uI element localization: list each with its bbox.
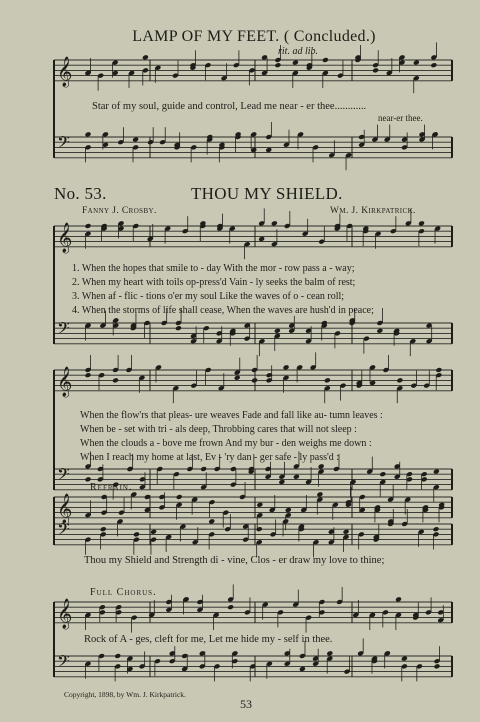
note-head: [318, 463, 325, 469]
note-head: [433, 469, 440, 475]
tempo-mark: rit. ad lib.: [278, 46, 319, 57]
echo-lyric: near-er thee.: [378, 113, 423, 123]
refrain-label: Refrain.: [90, 482, 133, 493]
treble-clef: 𝄞: [57, 599, 73, 629]
verse-line-5: When the flow'rs that pleas- ure weaves Fade and fall like au- tumn leaves :: [80, 410, 383, 421]
note-head: [418, 220, 425, 226]
note-head: [413, 60, 420, 66]
refrain-lyric: Thou my Shield and Strength di - vine, Clos - er draw my love to thine;: [84, 555, 385, 566]
note-head: [433, 526, 440, 532]
note-head: [283, 364, 290, 370]
verse-line-6: When be - set with tri - als deep, Throbbing cares that will not sleep :: [80, 424, 357, 435]
note-head: [274, 328, 281, 334]
bass-clef: 𝄢: [57, 132, 70, 156]
top-lyric: Star of my soul, guide and control, Lead me near - er thee............: [92, 101, 367, 112]
note-head: [85, 131, 92, 137]
note-head: [278, 479, 285, 485]
verse-line-4: 4. When the storms of life shall cease, When the waves are hush'd in peace;: [72, 305, 374, 316]
note-head: [376, 328, 383, 334]
note-head: [316, 491, 323, 497]
bass-clef: 𝄢: [57, 519, 70, 543]
note-head: [292, 60, 299, 66]
note-head: [326, 650, 333, 656]
copyright-notice: Copyright, 1898, by Wm. J. Kirkpatrick.: [64, 690, 186, 699]
chorus-lyric: Rock of A - ges, cleft for me, Let me hide my - self in thee.: [84, 634, 333, 645]
note-head: [265, 147, 272, 153]
bass-clef: 𝄢: [57, 318, 70, 342]
note-head: [274, 62, 281, 68]
note-head: [343, 529, 350, 535]
note-head: [100, 526, 107, 532]
note-head: [396, 377, 403, 383]
note-head: [372, 67, 379, 73]
composer: Wm. J. Kirkpatrick.: [330, 206, 416, 216]
verse-line-2: 2. When my heart with toils op-press'd Vain - ly seeks the balm of rest;: [72, 277, 356, 288]
note-head: [435, 367, 442, 373]
note-head: [434, 663, 441, 669]
bass-clef: 𝄢: [57, 651, 70, 675]
note-head: [256, 502, 263, 508]
note-head: [133, 531, 140, 537]
note-head: [132, 137, 139, 143]
note-head: [299, 666, 306, 672]
note-head: [150, 529, 157, 535]
note-head: [322, 57, 329, 63]
note-head: [114, 653, 121, 659]
note-head: [234, 375, 241, 381]
note-head: [85, 372, 92, 378]
author: Fanny J. Crosby.: [82, 206, 157, 216]
treble-clef: 𝄞: [57, 367, 73, 397]
note-head: [258, 236, 265, 242]
verse-line-1: 1. When the hopes that smile to - day With the mor - row pass a - way;: [72, 263, 355, 274]
note-head: [208, 518, 215, 524]
note-head: [142, 54, 149, 60]
note-head: [379, 471, 386, 477]
treble-clef: 𝄞: [57, 57, 73, 87]
note-head: [324, 377, 331, 383]
chorus-label: Full Chorus.: [90, 587, 157, 598]
treble-clef: 𝄞: [57, 494, 73, 524]
note-head: [85, 223, 92, 229]
bass-clef: 𝄢: [57, 464, 70, 488]
note-head: [175, 325, 182, 331]
verse-line-7: When the clouds a - bove me frown And my bur - den weighs me down :: [80, 438, 372, 449]
note-head: [293, 474, 300, 480]
note-head: [200, 466, 207, 472]
note-head: [227, 604, 234, 610]
verse-line-3: 3. When af - flic - tions o'er my soul Like the waves of o - cean roll;: [72, 291, 345, 302]
hymn-number: No. 53.: [54, 184, 107, 203]
hymn-title: THOU MY SHIELD.: [191, 184, 343, 203]
note-head: [285, 507, 292, 513]
treble-clef: 𝄞: [57, 223, 73, 253]
note-head: [430, 62, 437, 68]
note-head: [395, 596, 402, 602]
note-head: [271, 220, 278, 226]
note-head: [112, 377, 119, 383]
continuation-title: LAMP OF MY FEET. ( Concluded.): [132, 28, 376, 45]
note-head: [401, 656, 408, 662]
page-number: 53: [240, 697, 252, 711]
verse-line-8: When I reach my home at last, Ev - 'ry dan - ger safe - ly pass'd :: [80, 452, 340, 463]
note-head: [176, 494, 183, 500]
